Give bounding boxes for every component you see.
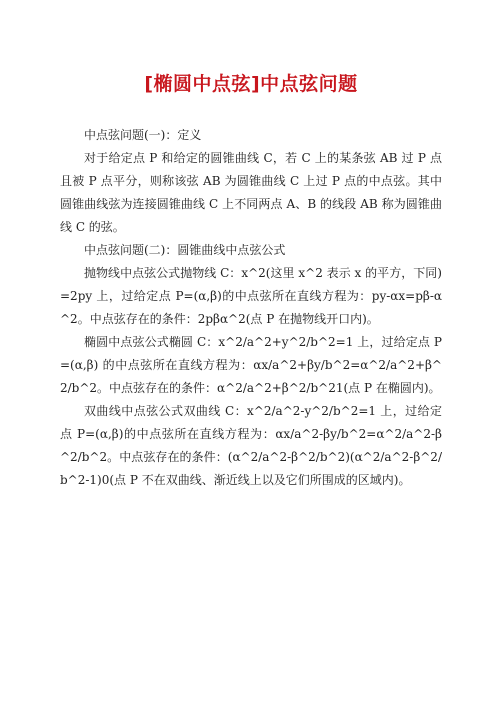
paragraph-hyperbola: 双曲线中点弦公式双曲线 C：x^2/a^2-y^2/b^2=1 上，过给定点 P=(α,β)的中点弦所在直线方程为：αx/a^2-βy/b^2=α^2/a^2-β^2/b^2。中点弦存在的条件：(α^2/a^2-β^2/b^2)(α^2/a^2-β^2/b^2-1)0(点 P 不在双曲线、渐近线上以及它们所围成的区域内)。 (60, 404, 442, 487)
paragraph-ellipse: 椭圆中点弦公式椭圆 C：x^2/a^2+y^2/b^2=1 上，过给定点 P=(α,β) 的中点弦所在直线方程为：αx/a^2+βy/b^2=α^2/a^2+β^2/b^2。中点弦存在的条件：α^2/a^2+β^2/b^21(点 P 在椭圆内)。 (60, 335, 442, 395)
section-heading-formulas: 中点弦问题(二)：圆锥曲线中点弦公式 (84, 243, 286, 257)
paragraph-parabola: 抛物线中点弦公式抛物线 C：x^2(这里 x^2 表示 x 的平方，下同)=2py 上，过给定点 P=(α,β)的中点弦所在直线方程为：py-αx=pβ-α^2。中点弦存在的条件：2pβα^2(点 P 在抛物线开口内)。 (60, 266, 442, 326)
section-heading-definition: 中点弦问题(一)：定义 (84, 128, 202, 142)
document-body (60, 124, 442, 492)
document-title: [椭圆中点弦]中点弦问题 (144, 73, 358, 95)
paragraph-definition: 对于给定点 P 和给定的圆锥曲线 C，若 C 上的某条弦 AB 过 P 点且被 P 点平分，则称该弦 AB 为圆锥曲线 C 上过 P 点的中点弦。其中圆锥曲线弦为连接圆锥曲线 C 上不同两点 A、B 的线段 AB 称为圆锥曲线 C 的弦。 (60, 151, 442, 234)
